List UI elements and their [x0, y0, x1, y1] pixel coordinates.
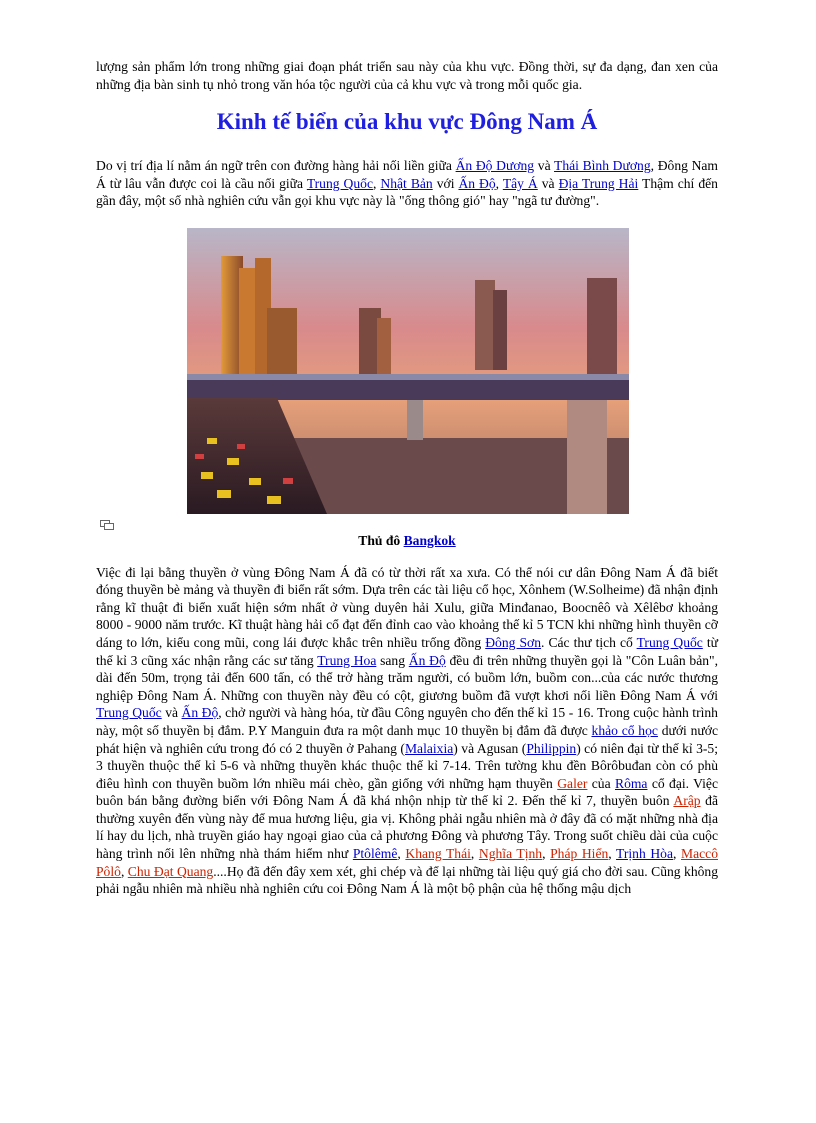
- link-dia-trung-hai[interactable]: Địa Trung Hải: [558, 175, 639, 191]
- link-philippin[interactable]: Philippin: [526, 740, 577, 756]
- paragraph-history: Việc đi lại bằng thuyền ở vùng Đông Nam Á đã có từ thời rất xa xưa. Có thể nói cư dân Đông Nam Á đã biết đóng thuyền bè mảng và thuyền đi biển rất sớm. Dựa trên các tài liệu cổ học, Xônhem (W.Solheime) đã nhận định rằng kĩ thuật đi biển xuất hiện sớm nhất ở vùng duyên hải Xulu, giữa Minđanao, Boocnêô và Xêlêbơ khoảng 8000 - 9000 năm trước. Kĩ thuật hàng hải cổ đạt đến đỉnh cao vào khoảng thế kỉ 5 TCN khi những hình thuyền cỡ dáng to lớn, kiểu cong mũi, cong lái được khắc trên nhiều trống đồng Đông Sơn. Các thư tịch cổ Trung Quốc từ thế kỉ 3 cũng xác nhận rằng các sư tăng Trung Hoa sang Ấn Độ đều đi trên những thuyền gọi là "Côn Luân bản", dài đến 50m, trọng tải đến 600 tấn, có thể trở hàng trăm người, có buồm lớn, buồm con...của các nước thương nghiệp Đông Nam Á. Những con thuyền này đều có cột, giương buồm đã vượt khơi nối liền Đông Nam Á với Trung Quốc và Ấn Độ, chở người và hàng hóa, từ đầu Công nguyên cho đến thế kỉ 15 - 16. Trong cuộc hành trình này, một số thuyền bị đắm. P.Y Manguin đưa ra một danh mục 10 thuyền bị đắm đã được khảo cổ học dưới nước phát hiện và nghiên cứu trong đó có 2 thuyền ở Pahang (Malaixia) và Agusan (Philippin) có niên đại từ thế kỉ 3-5; 3 thuyền thuộc thế kỉ 5-6 và những thuyền khác thuộc thế kỉ 7-14. Trên tường khu đền Bôrôbuđan còn có phù điêu hình con thuyền buồm lớn nhiều mái chèo, gần giống với những hạm thuyền Galer của Rôma cổ đại. Việc buôn bán bằng đường biển với Đông Nam Á đã khá nhộn nhịp từ thế kỉ 2. Đến thế kỉ 7, thuyền buôn Arập đã thường xuyên đến vùng này để mua hương liệu, gia vị. Không phải ngẫu nhiên mà ở đây đã có mặt những nhà địa lí hay du lịch, nhà truyền giáo hay ngoại giao của cả phương Đông và phương Tây. Trong suốt chiều dài của cuộc hàng trình nối lên những nhà thám hiểm như Ptôlêmê, Khang Thái, Nghĩa Tịnh, Pháp Hiển, Trịnh Hòa, Maccô Pôlô, Chu Đạt Quang....Họ đã đến đây xem xét, ghi chép và để lại những tài liệu quý giá cho đời sau. Cũng không phải ngẫu nhiên mà nhiều nhà nghiên cứu coi Đông Nam Á là một bộ phận của hệ thống mậu dịch: [96, 564, 719, 897]
- link-nhat-ban[interactable]: Nhật Bản: [380, 175, 433, 191]
- section-heading: Kinh tế biển của khu vực Đông Nam Á: [216, 109, 598, 135]
- link-khao-co-hoc[interactable]: khảo cổ học: [591, 722, 658, 738]
- link-an-do[interactable]: Ấn Độ: [458, 175, 496, 191]
- link-an-do-duong[interactable]: Ấn Độ Dương: [455, 158, 535, 174]
- paragraph-geography: Do vị trí địa lí nằm án ngữ trên con đường hàng hải nối liền giữa Ấn Độ Dương và Thái Bình Dương, Đông Nam Á từ lâu vẫn được coi là cầu nối giữa Trung Quốc, Nhật Bản với Ấn Độ, Tây Á và Địa Trung Hải Thậm chí đến gần đây, một số nhà nghiên cứu vẫn gọi khu vực này là "ống thông gió" hay "ngã tư đường".: [96, 158, 718, 209]
- link-trinh-hoa[interactable]: Trịnh Hòa: [616, 846, 674, 862]
- link-an-do-2[interactable]: Ấn Độ: [408, 652, 446, 668]
- link-trung-quoc-2[interactable]: Trung Quốc: [636, 634, 703, 650]
- link-chu-dat-quang[interactable]: Chu Đạt Quang: [127, 863, 214, 879]
- link-trung-hoa[interactable]: Trung Hoa: [317, 652, 377, 668]
- link-macco-polo[interactable]: Maccô Pôlô: [96, 846, 718, 879]
- link-phap-hien[interactable]: Pháp Hiển: [550, 846, 609, 862]
- link-trung-quoc-3[interactable]: Trung Quốc: [96, 705, 162, 721]
- image-placeholder-icon: [100, 520, 114, 530]
- intro-paragraph: lượng sản phẩm lớn trong những giai đoạn phát triển sau này của khu vực. Đồng thời, sự đa dạng, đan xen của những địa bàn sinh tụ nhỏ trong văn hóa tộc người của cả khu vực và trong mỗi quốc gia.: [96, 59, 718, 92]
- bangkok-city-photo: [187, 228, 629, 514]
- link-thai-binh-duong[interactable]: Thái Bình Dương: [554, 158, 651, 174]
- link-ptoleme[interactable]: Ptôlêmê: [352, 846, 398, 862]
- document-page: [96, 58, 718, 898]
- link-arap[interactable]: Arập: [673, 793, 701, 809]
- link-khang-thai[interactable]: Khang Thái: [405, 846, 471, 862]
- link-nghia-tinh[interactable]: Nghĩa Tịnh: [478, 846, 543, 862]
- figure-caption: Thủ đô Bangkok: [358, 532, 456, 548]
- link-galer[interactable]: Galer: [557, 775, 588, 791]
- link-bangkok[interactable]: Bangkok: [403, 532, 456, 548]
- link-malaixia[interactable]: Malaixia: [404, 740, 454, 756]
- link-an-do-3[interactable]: Ấn Độ: [181, 705, 219, 721]
- link-tay-a[interactable]: Tây Á: [502, 175, 538, 191]
- link-roma[interactable]: Rôma: [615, 775, 648, 791]
- link-dong-son[interactable]: Đông Sơn: [485, 634, 542, 650]
- link-trung-quoc[interactable]: Trung Quốc: [306, 175, 374, 191]
